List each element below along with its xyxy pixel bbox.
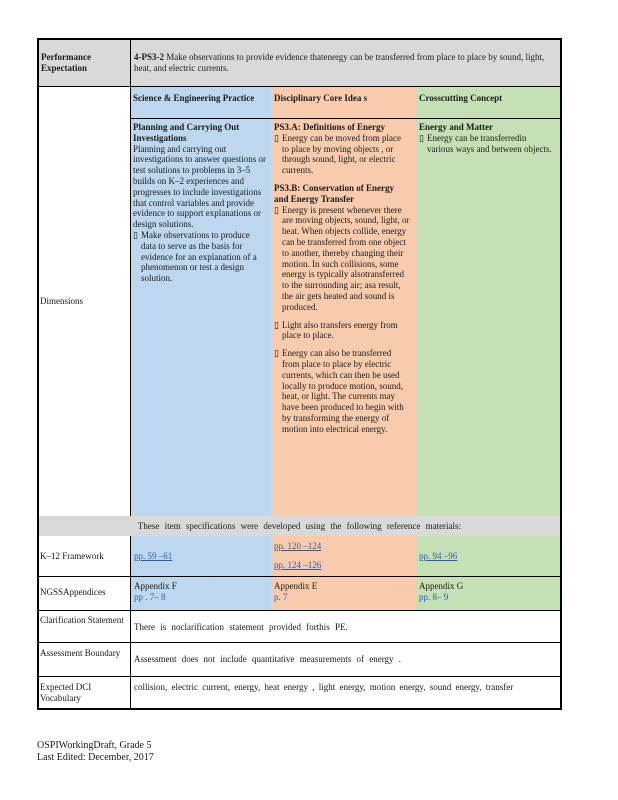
bullet-marker: ▯ — [274, 132, 279, 143]
row-line — [37, 576, 562, 577]
dimensions-label: Dimensions — [40, 296, 84, 306]
dci-a-title: PS3.A: Definitions of Energy — [274, 122, 385, 132]
footer-draft-line: OSPIWorkingDraft, Grade 5 — [37, 740, 152, 751]
ngss-ccc-appendix: Appendix G — [419, 581, 464, 591]
ccc-bullet-text: Energy can be transferredin various ways and between objects. — [427, 132, 552, 154]
bullet-marker: ▯ — [274, 348, 279, 359]
row-line — [37, 86, 562, 87]
ngss-label: NGSSAppendices — [40, 587, 106, 597]
dci-b-bullet-1 — [274, 205, 410, 313]
framework-dci-link-2[interactable]: pp. 124 –126 — [274, 560, 322, 570]
sep-header: Science & Engineering Practice — [133, 93, 255, 103]
header-divider — [130, 118, 562, 119]
dci-b-bullet-3-text: Energy can also be transferred from place to place by electric currents, which can then be used locally to produce motion, sound, heat, or light. The currents may have been produced to begin with by transforming the energy of motion into electrical energy. — [282, 348, 404, 434]
dci-b-bullet-2-text: Light also transfers energy from place to place. — [282, 319, 398, 341]
sep-content — [133, 122, 266, 284]
ngss-dci-cell — [274, 581, 317, 603]
row-line — [37, 610, 562, 611]
row-line — [37, 676, 562, 677]
dci-a-bullet-text: Energy can be moved from place to place by moving objects , or through sound, light, or electric currents. — [282, 132, 402, 176]
dci-b-bullet-1-text: Energy is present whenever there are moving objects, sound, light, or heat. When objects collide, energy can be transferred from one object to another, thereby changing their motion. In such collisions, some energy is typically alsotransferred to the surrounding air; asa result, the air gets heated and sound is produced. — [282, 204, 410, 312]
clarification-text: There is noclarification statement provided forthis PE. — [134, 622, 348, 632]
sep-body: Planning and carrying out investigations to answer questions or test solutions to problems in 3–5 builds on K–2 experiences and progresses to include investigations that control variables and provide evidence to support explanations or design solutions. — [133, 143, 266, 230]
ngss-dci-pages: p. 7 — [274, 591, 288, 602]
ccc-title: Energy and Matter — [419, 122, 493, 132]
clarification-label: Clarification Statement — [40, 615, 124, 625]
ngss-sep-appendix: Appendix F — [134, 581, 177, 591]
dci-a-bullet — [274, 133, 410, 176]
column-line — [130, 536, 131, 710]
framework-ccc-link[interactable]: pp. 94 –96 — [419, 551, 458, 561]
footer-edited-line: Last Edited: December, 2017 — [37, 752, 154, 763]
dci-b-bullet-3 — [274, 348, 410, 434]
framework-sep-link[interactable]: pp. 59 –61 — [134, 551, 173, 561]
references-intro: These item specifications were developed using the following reference materials: — [137, 521, 462, 531]
bullet-marker: ▯ — [274, 204, 279, 215]
sep-bullet-text: Make observations to produce data to serve as the basis for evidence for an explanation of a phenomenon or test a design solution. — [141, 229, 257, 284]
boundary-label: Assessment Boundary — [40, 648, 121, 658]
ngss-dci-appendix: Appendix E — [274, 581, 318, 591]
framework-label: K–12 Framework — [40, 551, 104, 561]
footer — [37, 740, 154, 764]
ngss-ccc-cell — [419, 581, 463, 603]
dci-header: Disciplinary Core Idea s — [274, 93, 368, 103]
sep-title: Planning and Carrying Out Investigations — [133, 122, 240, 143]
ccc-bullet — [419, 133, 555, 155]
ccc-header: Crosscutting Concept — [419, 93, 503, 103]
bullet-marker: ▯ — [133, 229, 138, 240]
framework-dci-link-1[interactable]: pp. 120 –124 — [274, 541, 322, 551]
pe-statement — [134, 52, 554, 74]
bullet-marker: ▯ — [274, 319, 279, 330]
dci-b-bullet-2 — [274, 320, 410, 342]
boundary-text: Assessment does not include quantitative measurements of energy . — [134, 654, 402, 664]
bullet-marker: ▯ — [419, 132, 424, 143]
dci-b-title: PS3.B: Conservation of Energy and Energy Transfer — [274, 182, 394, 204]
column-line — [130, 38, 131, 516]
pe-text: Make observations to provide evidence thatenergy can be transferred from place to place by sound, light, heat, and electric currents. — [134, 52, 545, 73]
vocabulary-label: Expected DCI Vocabulary — [40, 682, 92, 703]
sep-bullet — [133, 230, 266, 284]
pe-label: Performance Expectation — [41, 52, 91, 73]
ngss-sep-cell — [134, 581, 177, 603]
dci-content — [274, 122, 410, 435]
pe-code: 4-PS3-2 — [134, 52, 164, 62]
row-line — [37, 642, 562, 643]
ngss-ccc-pages: pp. 8– 9 — [419, 591, 449, 602]
ngss-sep-pages: pp . 7– 8 — [134, 591, 166, 602]
vocabulary-text: collision, electric current, energy, heat energy , light energy, motion energy, sound energy, transfer — [134, 682, 514, 692]
ccc-content — [419, 122, 555, 154]
